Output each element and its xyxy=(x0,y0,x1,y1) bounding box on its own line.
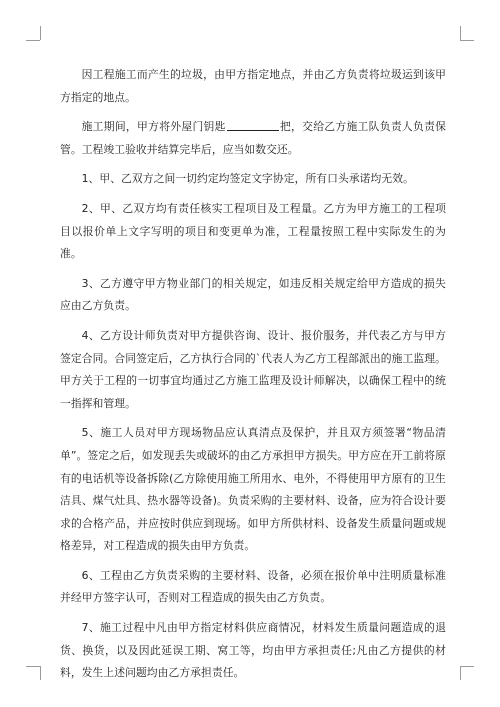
paragraph-key-custody xyxy=(60,116,446,161)
paragraph-text: 施工期间，甲方将外屋门钥匙 xyxy=(81,120,226,134)
crop-mark xyxy=(26,40,40,41)
paragraph: 3、乙方遵守甲方物业部门的相关规定，如违反相关规定给甲方造成的损失应由乙方负责。 xyxy=(60,276,446,313)
crop-mark xyxy=(460,666,474,667)
paragraph: 1、甲、乙双方之间一切约定均签定文字协定，所有口头承诺均无效。 xyxy=(81,172,414,186)
paragraph: 7、施工过程中凡由甲方指定材料供应商情况，材料发生质量问题造成的退货、换货，以及因此延误工期、窝工等，均由甲方承担责任;凡由乙方提供的材料，发生上述问题均由乙方承担责任。 xyxy=(60,621,446,680)
crop-mark xyxy=(26,666,40,667)
fill-in-blank xyxy=(227,118,279,131)
paragraph-text: 把，交给乙方施工队负责人负责保管。工程竣工验收并结算完毕后，应当如数交还。 xyxy=(60,120,447,156)
crop-mark xyxy=(40,666,41,680)
paragraph: 因工程施工而产生的垃圾，由甲方指定地点，并由乙方负责将垃圾运到该甲方指定的地点。 xyxy=(60,68,446,104)
paragraph: 2、甲、乙双方均有责任核实工程项目及工程量。乙方为甲方施工的工程项目以报价单上文字写明的项目和变更单为准，工程量按照工程中实际发生的为准。 xyxy=(60,201,446,261)
paragraph: 6、工程由乙方负责采购的主要材料、设备，必须在报价单中注明质量标准并经甲方签字认可，否则对工程造成的损失由乙方负责。 xyxy=(60,568,446,605)
crop-mark xyxy=(460,666,461,680)
paragraph: 4、乙方设计师负责对甲方提供咨询、设计、报价服务，并代表乙方与甲方签定合同。合同签定后，乙方执行合同的`代表人为乙方工程部派出的施工监理。甲方关于工程的一切事宜均通过乙方施工监理及设计师解决，以确保工程中的统一指挥和管理。 xyxy=(60,328,446,410)
document-body xyxy=(60,64,446,692)
crop-mark xyxy=(460,40,474,41)
crop-mark xyxy=(460,26,461,40)
paragraph: 5、施工人员对甲方现场物品应认真清点及保护，并且双方须签署“物品清单”。签定之后，如发现丢失或破坏的由乙方承担甲方损失。甲方应在开工前将原有的电话机等设备拆除(乙方除使用施工所用水、电外，不得使用甲方原有的卫生洁具、煤气灶具、热水器等设备)。负责采购的主要材料、设备，应为符合设计要求的合格产品，并应按时供应到现场。如甲方所供材料、设备发生质量问题或规格差异，对工程造成的损失由甲方负责。 xyxy=(60,426,446,553)
crop-mark xyxy=(40,26,41,40)
